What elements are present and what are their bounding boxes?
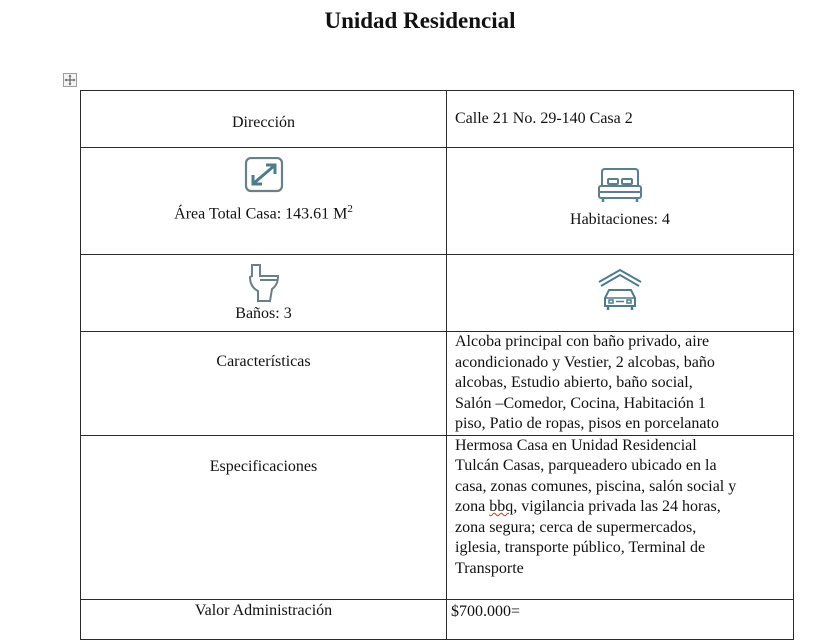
area-cell[interactable] [81, 148, 447, 255]
administracion-label-cell[interactable] [81, 599, 447, 639]
especificaciones-value-cell[interactable] [447, 435, 794, 599]
table-row-especificaciones [81, 435, 794, 599]
direccion-value: Calle 21 No. 29-140 Casa 2 [455, 110, 633, 127]
table-row-administracion [81, 599, 794, 639]
administracion-label: Valor Administración [194, 601, 333, 619]
table-row-area-habitaciones [81, 148, 794, 255]
toilet-icon [246, 263, 282, 303]
habitaciones-label: Habitaciones: 4 [570, 211, 670, 228]
especificaciones-text: , vigilancia privada las 24 horas, [513, 498, 721, 515]
especificaciones-line: Transporte [455, 559, 524, 577]
especificaciones-line: casa, zonas comunes, piscina, salón social y [455, 477, 737, 495]
direccion-label-cell[interactable] [81, 91, 447, 148]
especificaciones-line [455, 497, 787, 518]
car-garage-icon [597, 268, 643, 312]
area-superscript: 2 [347, 203, 353, 215]
caracteristicas-label-cell[interactable] [81, 332, 447, 436]
caracteristicas-line: Salón –Comedor, Cocina, Habitación 1 [455, 394, 706, 412]
table-row-caracteristicas [81, 332, 794, 436]
caracteristicas-line: piso, Patio de ropas, pisos en porcelanato [455, 415, 719, 432]
especificaciones-line: zona segura; cerca de supermercados, [455, 518, 697, 536]
table-row-banos-parqueadero [81, 255, 794, 332]
especificaciones-label: Especificaciones [209, 457, 318, 475]
document-title: Unidad Residencial [324, 8, 516, 33]
caracteristicas-line: acondicionado y Vestier, 2 alcobas, baño [455, 353, 715, 371]
banos-label: Baños: 3 [235, 305, 292, 322]
especificaciones-label-cell[interactable] [81, 435, 447, 599]
parqueadero-cell[interactable] [447, 255, 794, 332]
table-row-direccion [81, 91, 794, 148]
especificaciones-line: iglesia, transporte público, Terminal de [455, 539, 706, 556]
caracteristicas-label: Características [216, 353, 311, 370]
habitaciones-cell[interactable] [447, 148, 794, 255]
especificaciones-text: zona [455, 498, 490, 515]
especificaciones-line: Hermosa Casa en Unidad Residencial [455, 436, 697, 454]
caracteristicas-line: Alcoba principal con baño privado, aire [455, 333, 710, 350]
direccion-label: Dirección [231, 114, 296, 131]
especificaciones-line: Tulcán Casas, parqueadero ubicado en la [455, 457, 717, 474]
caracteristicas-value-cell[interactable] [447, 332, 794, 436]
banos-cell[interactable] [81, 255, 447, 332]
resize-arrows-icon [244, 157, 284, 193]
administracion-value-cell[interactable] [447, 599, 794, 639]
bed-icon [597, 167, 643, 205]
property-table [80, 90, 794, 640]
area-text: Área Total Casa: 143.61 M [174, 205, 348, 223]
area-label [81, 203, 446, 223]
table-move-handle[interactable] [63, 73, 77, 87]
move-icon [64, 74, 76, 86]
spelling-error-word[interactable]: bbq [489, 498, 514, 515]
administracion-value: $700.000= [451, 602, 521, 620]
caracteristicas-line: alcobas, Estudio abierto, baño social, [455, 374, 693, 391]
direccion-value-cell[interactable] [447, 91, 794, 148]
